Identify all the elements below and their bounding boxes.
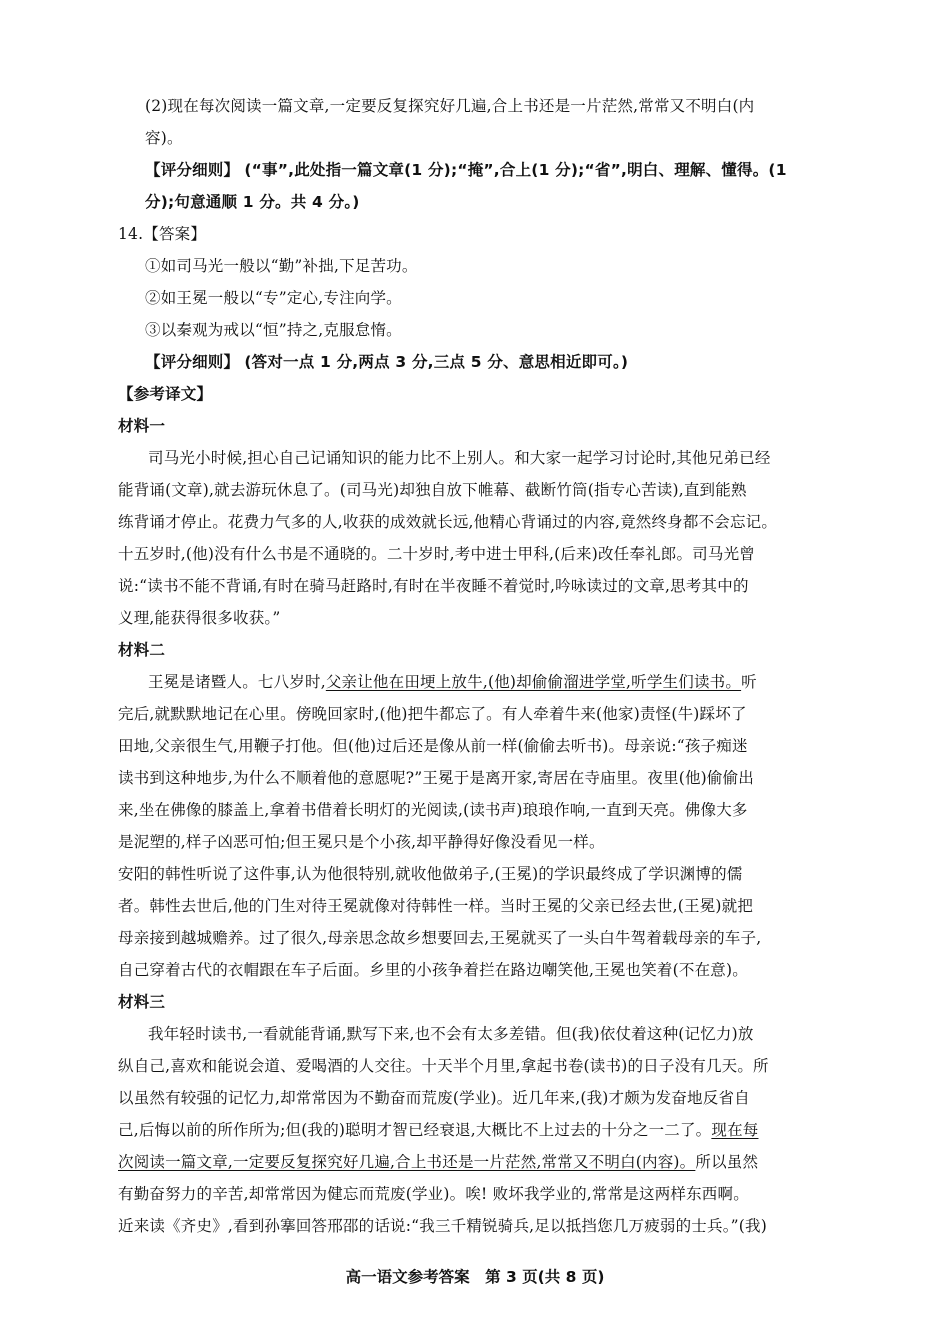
material-3-title: 材料三 (118, 993, 166, 1011)
q13-rubric-label: 【评分细则】 (145, 161, 240, 179)
material-3-line-5 (118, 1152, 758, 1172)
material-3-underlined-text: 现在每 (711, 1121, 759, 1139)
material-2-line: 母亲接到越城赡养。过了很久,母亲思念故乡想要回去,王冕就买了一头白牛驾着载母亲的车子, (118, 929, 762, 947)
material-3-line: 近来读《齐史》,看到孙搴回答邢邵的话说:“我三千精锐骑兵,足以抵挡您几万疲弱的士兵。”(我) (118, 1217, 767, 1235)
translation-label: 【参考译文】 (118, 385, 213, 403)
q14-answer-3: ③以秦观为戒以“恒”持之,克服怠惰。 (145, 321, 402, 339)
material-1-line: 义理,能获得很多收获。” (118, 609, 281, 627)
material-2-line: 者。韩性去世后,他的门生对待王冕就像对待韩性一样。当时王冕的父亲已经去世,(王冕)就把 (118, 897, 754, 915)
page-footer: 高一语文参考答案 第 3 页(共 8 页) (345, 1268, 605, 1286)
material-3-line-4 (118, 1120, 758, 1140)
q14-rubric (145, 352, 628, 372)
material-2-title: 材料二 (118, 641, 166, 659)
q13-part2-line1: (2)现在每次阅读一篇文章,一定要反复探究好几遍,合上书还是一片茫然,常常又不明白(内 (145, 97, 755, 115)
material-3-underlined-text: 次阅读一篇文章,一定要反复探究好几遍,合上书还是一片茫然,常常又不明白(内容)。 (118, 1153, 696, 1171)
material-2-line-first (148, 672, 757, 692)
material-2-line: 来,坐在佛像的膝盖上,拿着书借着长明灯的光阅读,(读书声)琅琅作响,一直到天亮。佛像大多 (118, 801, 748, 819)
q14-answer-2: ②如王冕一般以“专”定心,专注向学。 (145, 289, 402, 307)
material-2-line: 自己穿着古代的衣帽跟在车子后面。乡里的小孩争着拦在路边嘲笑他,王冕也笑着(不在意)。 (118, 961, 748, 979)
material-1-line: 练背诵才停止。花费力气多的人,收获的成效就长远,他精心背诵过的内容,竟然终身都不会忘记。 (118, 513, 778, 531)
material-2-text: 王冕是诸暨人。七八岁时, (148, 673, 326, 691)
material-1-title: 材料一 (118, 417, 166, 435)
q14-label: 14.【答案】 (118, 225, 207, 243)
q14-rubric-text: (答对一点 1 分,两点 3 分,三点 5 分、意思相近即可。) (244, 353, 629, 371)
material-3-line: 有勤奋努力的辛苦,却常常因为健忘而荒废(学业)。唉! 败坏我学业的,常常是这两样东西啊。 (118, 1185, 749, 1203)
material-1-line: 说:“读书不能不背诵,有时在骑马赶路时,有时在半夜睡不着觉时,吟咏读过的文章,思考其中的 (118, 577, 749, 595)
material-2-line: 读书到这种地步,为什么不顺着他的意愿呢?”王冕于是离开家,寄居在寺庙里。夜里(他)偷偷出 (118, 769, 754, 787)
q13-rubric-text1: (“事”,此处指一篇文章(1 分);“掩”,合上(1 分);“省”,明白、理解、懂得。(1 (244, 161, 787, 179)
q13-part2-line2: 容)。 (145, 129, 183, 147)
material-1-line: 能背诵(文章),就去游玩休息了。(司马光)却独自放下帷幕、截断竹筒(指专心苦读),直到能熟 (118, 481, 747, 499)
material-3-line: 我年轻时读书,一看就能背诵,默写下来,也不会有太多差错。但(我)依仗着这种(记忆力)放 (148, 1025, 754, 1043)
q14-answer-1: ①如司马光一般以“勤”补拙,下足苦功。 (145, 257, 418, 275)
material-2-line: 田地,父亲很生气,用鞭子打他。但(他)过后还是像从前一样(偷偷去听书)。母亲说:“孩子痴迷 (118, 737, 748, 755)
material-1-line: 司马光小时候,担心自己记诵知识的能力比不上别人。和大家一起学习讨论时,其他兄弟已经 (148, 449, 771, 467)
material-2-underlined-text: 父亲让他在田埂上放牛,(他)却偷偷溜进学堂,听学生们读书。 (325, 673, 742, 691)
material-2-text: 听 (741, 673, 757, 691)
material-3-text: 己,后悔以前的所作所为;但(我的)聪明才智已经衰退,大概比不上过去的十分之一二了。 (118, 1121, 712, 1139)
material-3-text: 所以虽然 (695, 1153, 759, 1171)
q13-rubric-line2: 分);句意通顺 1 分。共 4 分。) (145, 193, 360, 211)
material-2-line: 是泥塑的,样子凶恶可怕;但王冕只是个小孩,却平静得好像没看见一样。 (118, 833, 605, 851)
material-3-line: 以虽然有较强的记忆力,却常常因为不勤奋而荒废(学业)。近几年来,(我)才颇为发奋地反省自 (118, 1089, 750, 1107)
q13-rubric-line1 (145, 160, 787, 180)
material-3-line: 纵自己,喜欢和能说会道、爱喝酒的人交往。十天半个月里,拿起书卷(读书)的日子没有几天。所 (118, 1057, 769, 1075)
material-2-line: 安阳的韩性听说了这件事,认为他很特别,就收他做弟子,(王冕)的学识最终成了学识渊博的儒 (118, 865, 743, 883)
q14-rubric-label: 【评分细则】 (145, 353, 240, 371)
material-2-line: 完后,就默默地记在心里。傍晚回家时,(他)把牛都忘了。有人牵着牛来(他家)责怪(牛)踩坏了 (118, 705, 747, 723)
material-1-line: 十五岁时,(他)没有什么书是不通晓的。二十岁时,考中进士甲科,(后来)改任奉礼郎。司马光曾 (118, 545, 755, 563)
